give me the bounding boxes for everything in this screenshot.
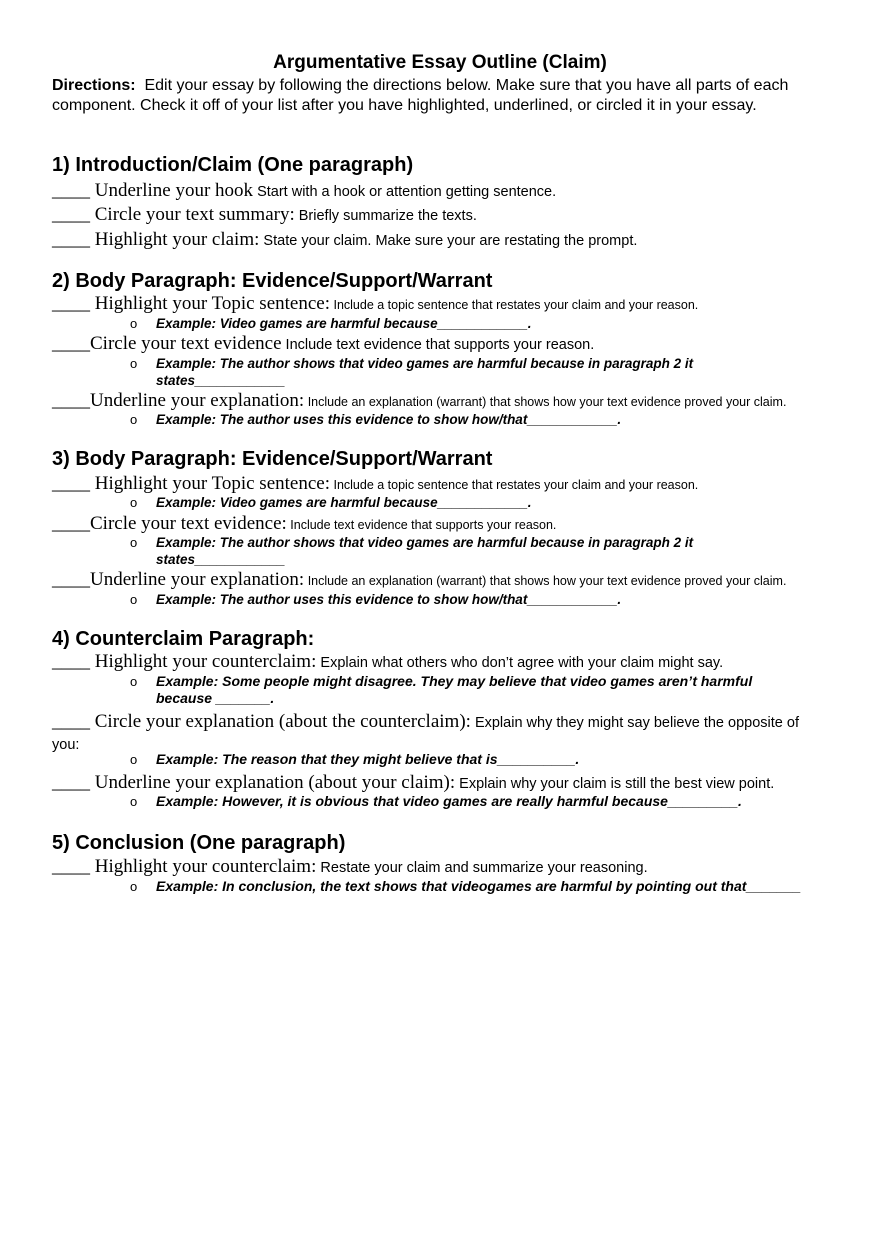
- item-instruction: Include text evidence that supports your reason.: [281, 337, 595, 353]
- checklist-item: [52, 856, 648, 879]
- checklist-item: [52, 473, 698, 496]
- section-heading: 2) Body Paragraph: Evidence/Support/Warrant: [52, 270, 493, 292]
- page-title: Argumentative Essay Outline (Claim): [273, 52, 607, 73]
- example-bullet: [130, 355, 810, 389]
- example-bullet: [130, 411, 810, 428]
- example-text: Example: Some people might disagree. They may believe that video games aren’t harmful because _______.: [156, 673, 753, 706]
- directions-text: Edit your essay by following the directions below. Make sure that you have all parts of each component. Check it off of your list after you have highlighted, underlined, or circled it in your essay.: [52, 77, 789, 114]
- bullet-marker: o: [130, 794, 138, 809]
- checklist-item: [52, 651, 723, 674]
- bullet-marker: o: [130, 592, 138, 607]
- checklist-item: [52, 229, 637, 252]
- bullet-marker: o: [130, 356, 138, 371]
- item-lead: ____ Highlight your counterclaim:: [52, 856, 317, 877]
- example-bullet: [130, 751, 810, 768]
- bullet-marker: o: [130, 752, 138, 767]
- example-text: Example: The reason that they might believe that is__________.: [156, 751, 580, 767]
- example-text: Example: However, it is obvious that video games are really harmful because_________.: [156, 793, 742, 809]
- example-text: Example: Video games are harmful because____________.: [156, 316, 532, 331]
- example-bullet: [130, 494, 810, 511]
- item-instruction: Briefly summarize the texts.: [294, 208, 477, 224]
- example-bullet: [130, 591, 810, 608]
- section-heading: 3) Body Paragraph: Evidence/Support/Warrant: [52, 448, 493, 470]
- item-instruction: Include a topic sentence that restates your claim and your reason.: [330, 298, 699, 312]
- checklist-item: [52, 180, 556, 203]
- example-bullet: [130, 315, 810, 332]
- example-bullet: [130, 793, 810, 810]
- item-instruction: State your claim. Make sure your are restating the prompt.: [259, 233, 638, 249]
- item-lead: ____Underline your explanation:: [52, 569, 305, 590]
- checklist-item: [52, 204, 477, 227]
- checklist-item: [52, 333, 594, 356]
- item-instruction: Start with a hook or attention getting sentence.: [253, 184, 557, 200]
- example-bullet: [130, 534, 810, 568]
- example-text: Example: The author uses this evidence to show how/that____________.: [156, 592, 622, 607]
- bullet-marker: o: [130, 412, 138, 427]
- checklist-item: [52, 293, 698, 316]
- section-heading: 5) Conclusion (One paragraph): [52, 832, 346, 854]
- bullet-marker: o: [130, 879, 138, 894]
- example-bullet: [130, 673, 810, 707]
- item-lead: ____ Highlight your Topic sentence:: [52, 293, 330, 314]
- directions-label: Directions:: [52, 77, 136, 94]
- item-lead: ____ Underline your explanation (about your claim):: [52, 772, 456, 793]
- example-text: Example: The author shows that video games are harmful because in paragraph 2 it states____________: [156, 356, 694, 388]
- example-text: Example: Video games are harmful because____________.: [156, 495, 532, 510]
- item-instruction: Explain why your claim is still the best view point.: [455, 776, 775, 792]
- directions: [52, 76, 822, 116]
- checklist-item: [52, 772, 774, 795]
- checklist-item: [52, 390, 786, 413]
- checklist-item: [52, 711, 822, 756]
- example-text: Example: The author uses this evidence to show how/that____________.: [156, 412, 622, 427]
- item-lead: ____ Underline your hook: [52, 180, 254, 201]
- example-text: Example: In conclusion, the text shows that videogames are harmful by pointing out that_______: [156, 878, 801, 894]
- example-bullet: [130, 878, 810, 895]
- section-heading: 1) Introduction/Claim (One paragraph): [52, 154, 414, 176]
- checklist-item: [52, 569, 786, 592]
- item-instruction: Include a topic sentence that restates your claim and your reason.: [330, 478, 699, 492]
- checklist-item: [52, 513, 556, 536]
- item-lead: ____ Highlight your Topic sentence:: [52, 473, 330, 494]
- item-lead: ____Circle your text evidence:: [52, 513, 287, 534]
- item-instruction: Explain what others who don’t agree with your claim might say.: [316, 655, 724, 671]
- item-instruction: Explain why they might say believe the opposite of you:: [52, 715, 799, 753]
- item-lead: ____ Circle your text summary:: [52, 204, 295, 225]
- item-lead: ____Circle your text evidence: [52, 333, 282, 354]
- bullet-marker: o: [130, 316, 138, 331]
- item-lead: ____ Highlight your counterclaim:: [52, 651, 317, 672]
- bullet-marker: o: [130, 535, 138, 550]
- item-instruction: Restate your claim and summarize your reasoning.: [316, 860, 648, 876]
- section-heading: 4) Counterclaim Paragraph:: [52, 628, 315, 650]
- item-instruction: Include an explanation (warrant) that shows how your text evidence proved your claim.: [304, 395, 787, 409]
- item-lead: ____Underline your explanation:: [52, 390, 305, 411]
- item-lead: ____ Highlight your claim:: [52, 229, 260, 250]
- bullet-marker: o: [130, 674, 138, 689]
- example-text: Example: The author shows that video games are harmful because in paragraph 2 it states____________: [156, 535, 694, 567]
- bullet-marker: o: [130, 495, 138, 510]
- item-instruction: Include text evidence that supports your reason.: [286, 518, 557, 532]
- item-instruction: Include an explanation (warrant) that shows how your text evidence proved your claim.: [304, 574, 787, 588]
- item-lead: ____ Circle your explanation (about the counterclaim):: [52, 711, 471, 732]
